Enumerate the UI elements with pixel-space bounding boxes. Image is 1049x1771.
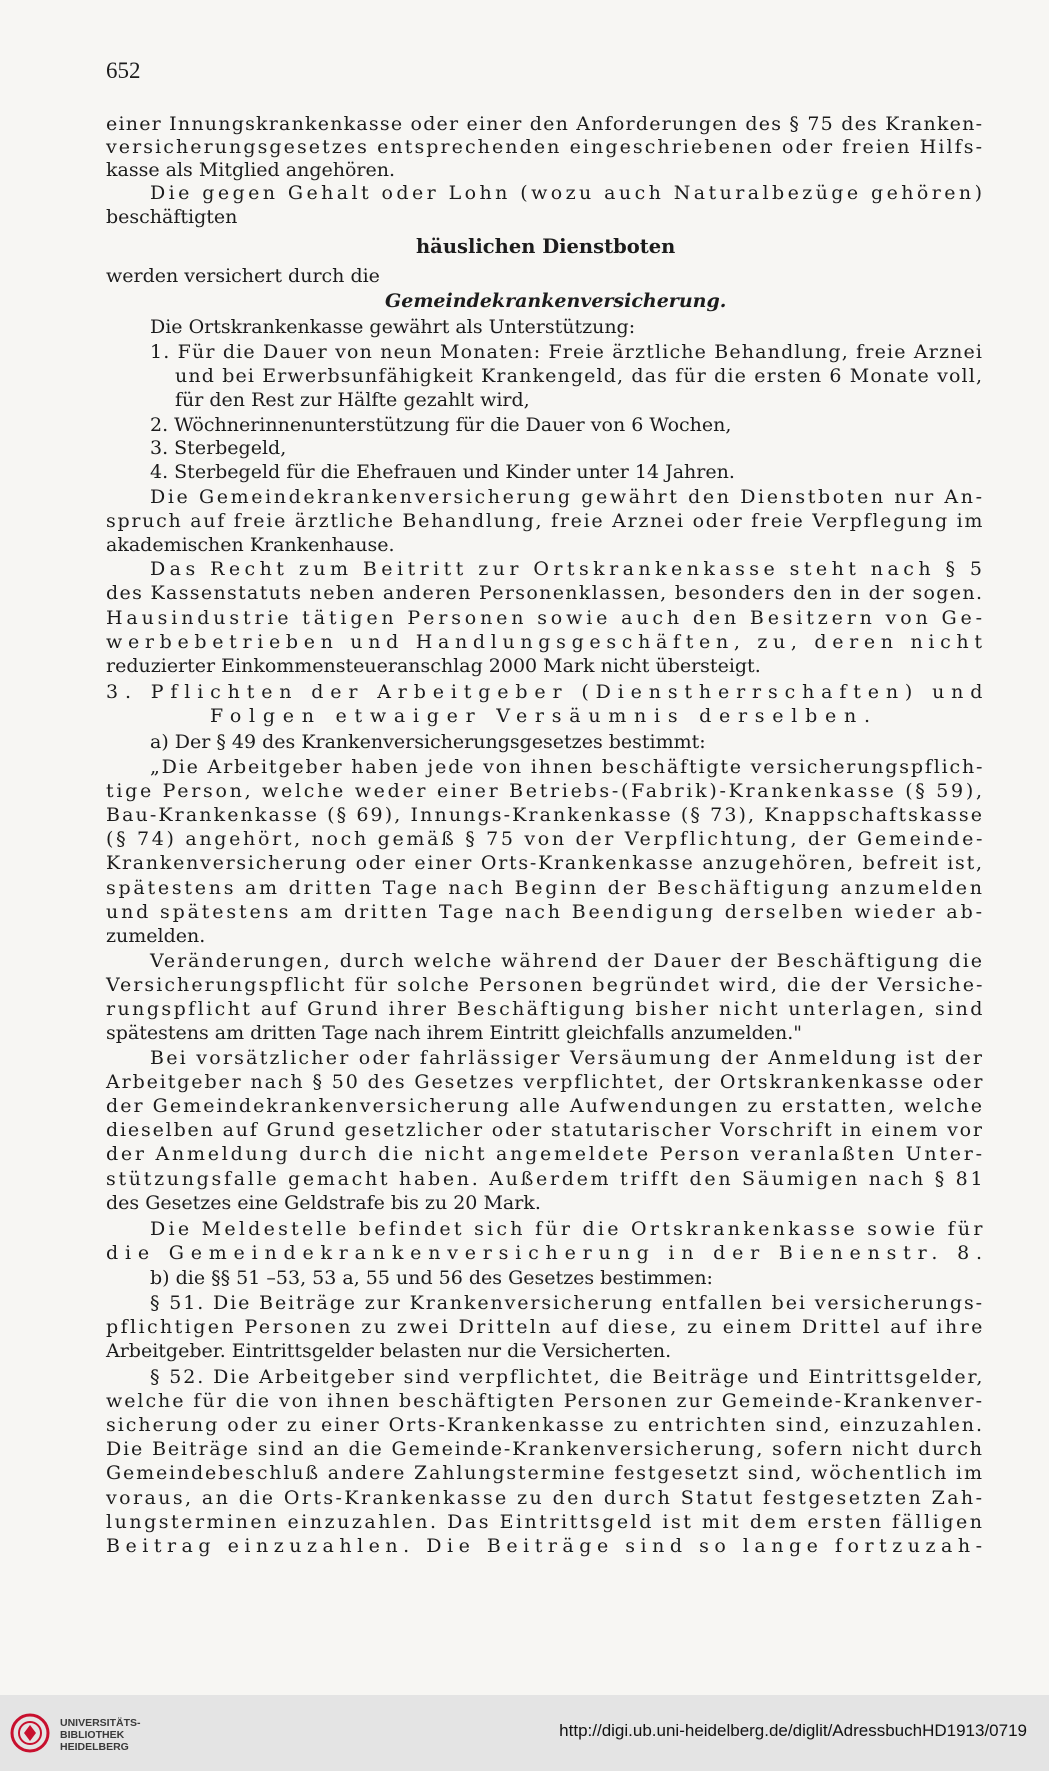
text-line: Krankenversicherung oder einer Orts-Krankenkasse anzugehören, befreit ist, [106, 852, 984, 874]
library-name-line: HEIDELBERG [60, 1741, 129, 1753]
section-heading: häuslichen Dienstboten [416, 235, 676, 258]
library-name-line: BIBLIOTHEK [60, 1729, 125, 1741]
text-line: 4. Sterbegeld für die Ehefrauen und Kinder unter 14 Jahren. [150, 461, 735, 483]
text-line: Die Ortskrankenkasse gewährt als Unterstützung: [150, 316, 636, 338]
text-line: § 51. Die Beiträge zur Krankenversicherung entfallen bei versicherungs- [150, 1292, 984, 1314]
text-line: lungsterminen einzuzahlen. Das Eintrittsgeld ist mit dem ersten fälligen [106, 1511, 985, 1533]
text-line: Hausindustrie tätigen Personen sowie auch den Besitzern von Ge- [106, 607, 986, 629]
text-line: Arbeitgeber. Eintrittsgelder belasten nur die Versicherten. [106, 1340, 672, 1362]
text-line: werden versichert durch die [106, 265, 380, 287]
text-line: stützungsfalle gemacht haben. Außerdem trifft den Säumigen nach § 81 [106, 1168, 986, 1190]
text-line: des Kassenstatuts neben anderen Personenklassen, besonders den in der sogen. [106, 582, 984, 604]
library-logo[interactable] [10, 1709, 141, 1757]
text-line: des Gesetzes eine Geldstrafe bis zu 20 Mark. [106, 1192, 541, 1214]
text-line: und spätestens am dritten Tage nach Beendigung derselben wieder ab- [106, 901, 985, 923]
text-line: a) Der § 49 des Krankenversicherungsgesetzes bestimmt: [150, 731, 706, 753]
source-url[interactable]: http://digi.ub.uni-heidelberg.de/diglit/AdressbuchHD1913/0719 [559, 1721, 1027, 1740]
text-line: b) die §§ 51 –53, 53 a, 55 und 56 des Gesetzes bestimmen: [150, 1267, 713, 1289]
page-number: 652 [106, 58, 141, 83]
text-line: voraus, an die Orts-Krankenkasse zu den durch Statut festgesetzten Zah- [106, 1487, 985, 1509]
text-line: 3. Sterbegeld, [150, 437, 287, 459]
text-line: Die Gemeindekrankenversicherung gewährt den Dienstboten nur An- [150, 486, 985, 508]
text-line: einer Innungskrankenkasse oder einer den Anforderungen des § 75 des Kranken- [106, 113, 984, 135]
text-line: Versicherungspflicht für solche Personen begründet wird, die der Versiche- [106, 974, 985, 996]
text-line: rungspflicht auf Grund ihrer Beschäftigung bisher nicht unterlagen, sind [106, 998, 985, 1020]
text-line: (§ 74) angehört, noch gemäß § 75 von der Verpflichtung, der Gemeinde- [106, 828, 986, 850]
text-line: akademischen Krankenhause. [106, 534, 395, 556]
text-line: spruch auf freie ärztliche Behandlung, freie Arznei oder freie Verpflegung im [106, 510, 985, 532]
text-line: Die Meldestelle befindet sich für die Ortskrankenkasse sowie für [150, 1218, 986, 1240]
text-line: reduzierter Einkommensteueranschlag 2000 Mark nicht übersteigt. [106, 655, 761, 677]
text-line: spätestens am dritten Tage nach ihrem Eintritt gleichfalls anzumelden." [106, 1022, 803, 1044]
text-line: Die gegen Gehalt oder Lohn (wozu auch Naturalbezüge gehören) [150, 182, 986, 204]
library-name-line: UNIVERSITÄTS- [60, 1717, 141, 1729]
text-line: tige Person, welche weder einer Betriebs-(Fabrik)-Krankenkasse (§ 59), [106, 780, 985, 802]
text-line: für den Rest zur Hälfte gezahlt wird, [175, 389, 530, 411]
library-seal-icon [10, 1713, 50, 1753]
text-line: welche für die von ihnen beschäftigten Personen zur Gemeinde-Krankenver- [106, 1390, 984, 1412]
text-line: die Gemeindekrankenversicherung in der Bienenstr. 8. [106, 1242, 989, 1264]
text-line: beschäftigten [106, 206, 238, 228]
text-line: pflichtigen Personen zu zwei Dritteln auf diese, zu einem Drittel auf ihre [106, 1316, 985, 1338]
text-line: Arbeitgeber nach § 50 des Gesetzes verpflichtet, der Ortskrankenkasse oder [106, 1071, 985, 1093]
text-line: „Die Arbeitgeber haben jede von ihnen beschäftigte versicherungspflich- [150, 756, 985, 778]
text-line: Veränderungen, durch welche während der Dauer der Beschäftigung die [150, 950, 984, 972]
text-line: kasse als Mitglied angehören. [106, 159, 395, 181]
text-line: 1. Für die Dauer von neun Monaten: Freie ärztliche Behandlung, freie Arznei [150, 341, 984, 363]
text-line: der Anmeldung durch die nicht angemeldete Person veranlaßten Unter- [106, 1143, 985, 1165]
text-line: 2. Wöchnerinnenunterstützung für die Dauer von 6 Wochen, [150, 414, 732, 436]
text-line: Bei vorsätzlicher oder fahrlässiger Versäumung der Anmeldung ist der [150, 1047, 985, 1069]
text-line: zumelden. [106, 925, 206, 947]
text-line: Beitrag einzuzahlen. Die Beiträge sind so lange fortzuzah- [106, 1535, 988, 1557]
text-line: Das Recht zum Beitritt zur Ortskrankenkasse steht nach § 5 [150, 558, 987, 580]
section-subheading: Gemeindekrankenversicherung. [385, 290, 727, 312]
text-line: Bau-Krankenkasse (§ 69), Innungs-Krankenkasse (§ 73), Knappschaftskasse [106, 804, 985, 826]
text-line: Gemeindebeschluß andere Zahlungstermine festgesetzt sind, wöchentlich im [106, 1462, 984, 1484]
text-line: dieselben auf Grund gesetzlicher oder statutarischer Vorschrift in einem vor [106, 1119, 984, 1141]
text-line: spätestens am dritten Tage nach Beginn der Beschäftigung anzumelden [106, 877, 985, 899]
text-line: 3. Pflichten der Arbeitgeber (Dienstherrschaften) und [106, 681, 990, 703]
text-line: Folgen etwaiger Versäumnis derselben. [210, 705, 878, 727]
text-line: der Gemeindekrankenversicherung alle Aufwendungen zu erstatten, welche [106, 1095, 985, 1117]
text-line: und bei Erwerbsunfähigkeit Krankengeld, das für die ersten 6 Monate voll, [175, 365, 984, 387]
text-line: sicherung oder zu einer Orts-Krankenkasse zu entrichten sind, einzuzahlen. [106, 1414, 984, 1436]
text-line: Die Beiträge sind an die Gemeinde-Krankenversicherung, sofern nicht durch [106, 1438, 984, 1460]
text-line: § 52. Die Arbeitgeber sind verpflichtet, die Beiträge und Eintrittsgelder, [150, 1366, 985, 1388]
footer-bar [0, 1695, 1049, 1771]
text-line: werbebetrieben und Handlungsgeschäften, zu, deren nicht [106, 631, 988, 653]
text-line: versicherungsgesetzes entsprechenden eingeschriebenen oder freien Hilfs- [106, 136, 985, 158]
library-name [60, 1717, 141, 1753]
